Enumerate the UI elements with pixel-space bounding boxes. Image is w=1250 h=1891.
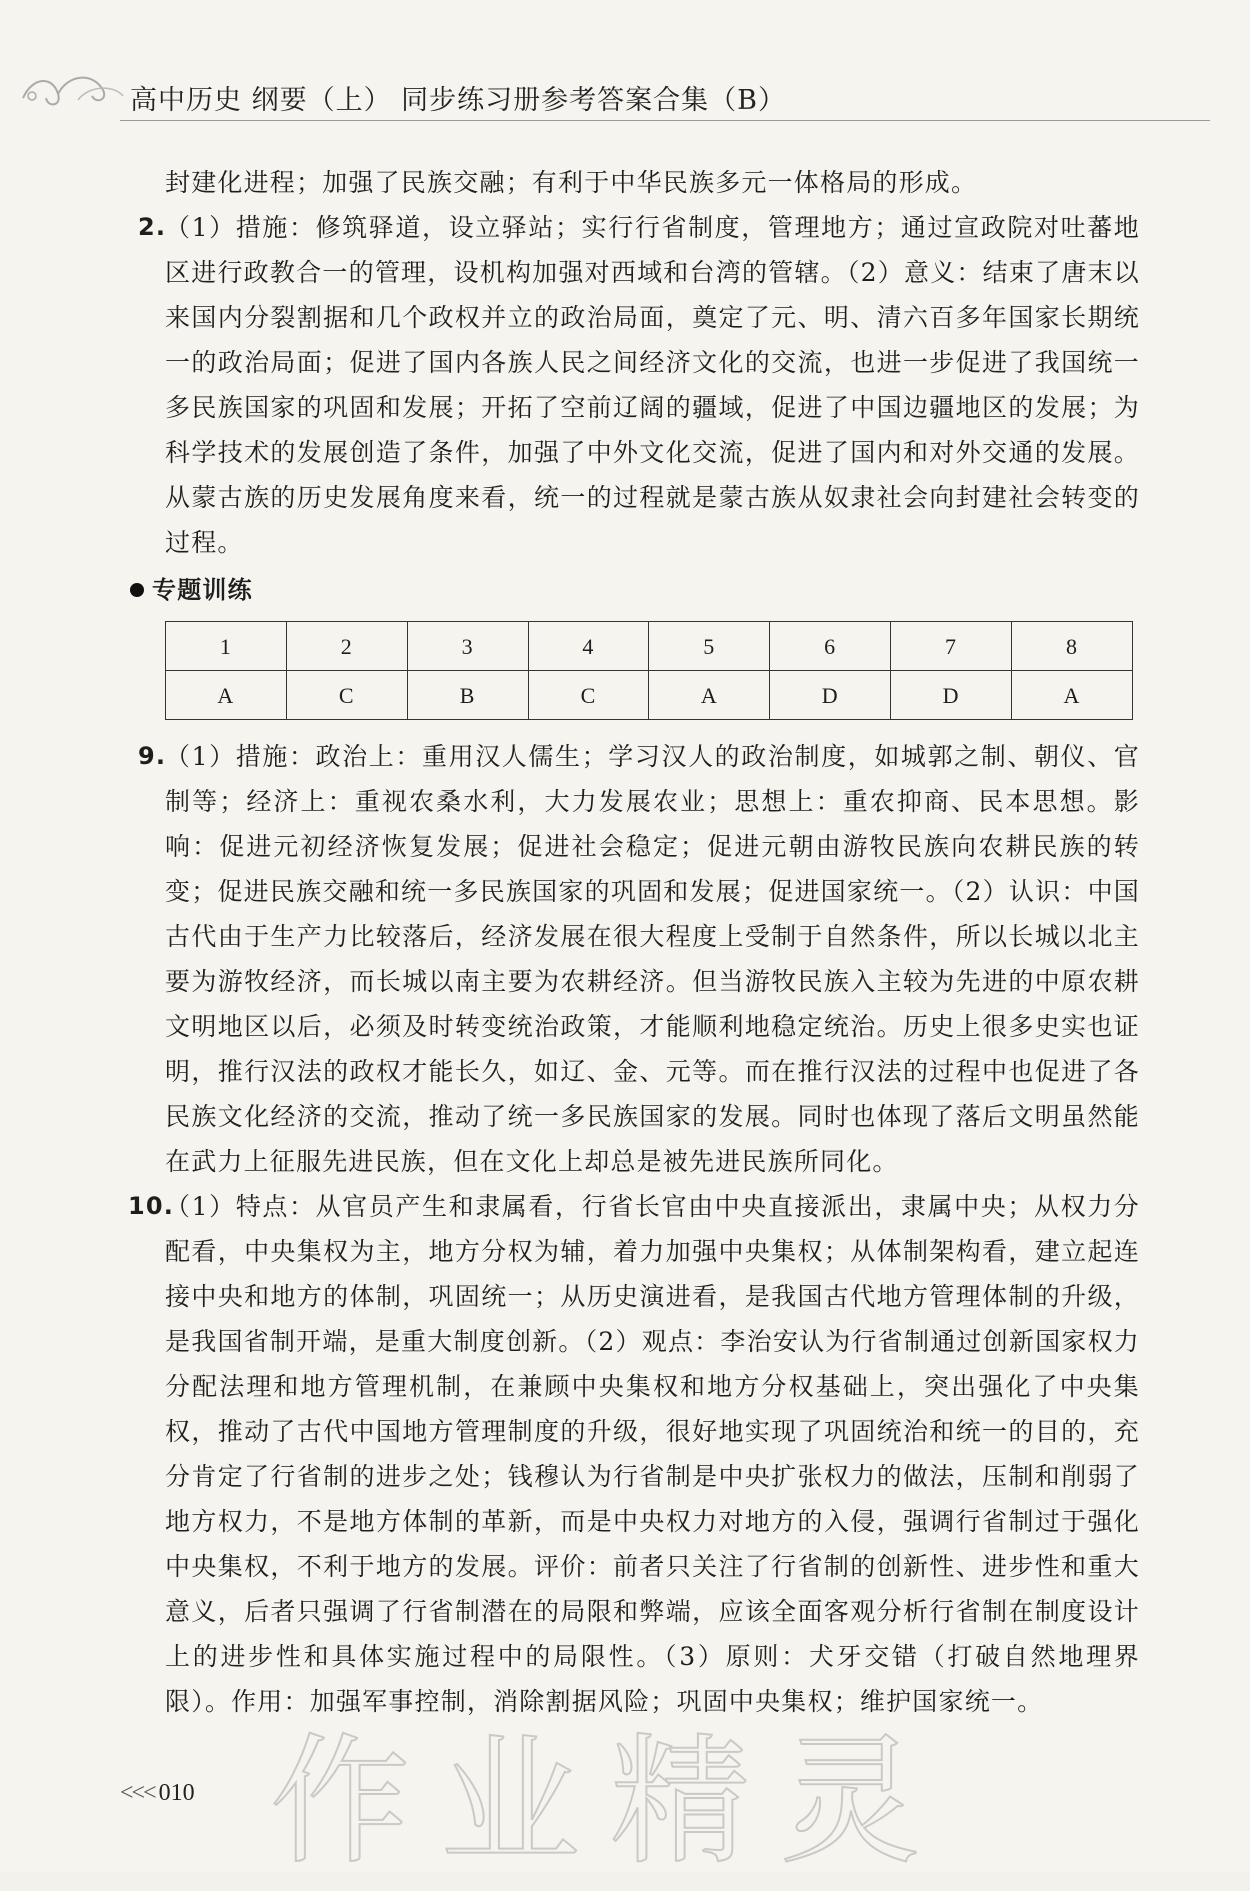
page-header (0, 58, 1250, 130)
bullet-dot-icon (130, 583, 144, 597)
watermark: 作业精灵 (270, 1721, 951, 1884)
question-number: 2. (138, 213, 167, 241)
table-cell: A (649, 671, 770, 720)
question-9 (130, 734, 1140, 1184)
continuation-paragraph: 封建化进程；加强了民族交融；有利于中华民族多元一体格局的形成。 (165, 168, 978, 197)
table-row-answers (166, 671, 1133, 720)
header-divider (120, 120, 1210, 121)
section-title: 专题训练 (152, 575, 253, 604)
header-title: 高中历史 纲要（上） 同步练习册参考答案合集（B） (130, 85, 787, 116)
table-cell: C (286, 671, 407, 720)
table-cell: D (891, 671, 1012, 720)
question-10 (130, 1184, 1140, 1724)
table-cell: A (1012, 671, 1133, 720)
table-row-numbers (166, 622, 1133, 671)
page-footer (120, 1780, 195, 1807)
table-cell: A (166, 671, 287, 720)
answer-content (130, 160, 1140, 1724)
chevrons-left-icon: <<< (120, 1780, 155, 1806)
table-cell: B (407, 671, 528, 720)
table-cell: 3 (407, 622, 528, 671)
answer-table (165, 621, 1133, 720)
table-cell: D (770, 671, 891, 720)
question-text: （1）特点：从官员产生和隶属看，行省长官由中央直接派出，隶属中央；从权力分配看，中央集权为主，地方分权为辅，着力加强中央集权；从体制架构看，建立起连接中央和地方的体制，巩固统一；从历史演进看，是我国古代地方管理体制的升级，是我国省制开端，是重大制度创新。（2）观点：李治安认为行省制通过创新国家权力分配法理和地方管理机制，在兼顾中央集权和地方分权基础上，突出强化了中央集权，推动了古代中国地方管理制度的升级，很好地实现了巩固统治和统一的目的，充分肯定了行省制的进步之处；钱穆认为行省制是中央扩张权力的做法，压制和削弱了地方权力，不是地方体制的革新，而是中央权力对地方的入侵，强调行省制过于强化中央集权，不利于地方的发展。评价：前者只关注了行省制的创新性、进步性和重大意义，后者只强调了行省制潜在的局限和弊端，应该全面客观分析行省制在制度设计上的进步性和具体实施过程中的局限性。（3）原则：犬牙交错（打破自然地理界限）。作用：加强军事控制，消除割据风险；巩固中央集权；维护国家统一。 (165, 1192, 1140, 1716)
question-text: （1）措施：修筑驿道，设立驿站；实行行省制度，管理地方；通过宣政院对吐蕃地区进行政教合一的管理，设机构加强对西域和台湾的管辖。（2）意义：结束了唐末以来国内分裂割据和几个政权并立的政治局面，奠定了元、明、清六百多年国家长期统一的政治局面；促进了国内各族人民之间经济文化的交流，也进一步促进了我国统一多民族国家的巩固和发展；开拓了空前辽阔的疆域，促进了中国边疆地区的发展；为科学技术的发展创造了条件，加强了中外文化交流，促进了国内和对外交通的发展。从蒙古族的历史发展角度来看，统一的过程就是蒙古族从奴隶社会向封建社会转变的过程。 (165, 213, 1140, 557)
table-cell: 7 (891, 622, 1012, 671)
question-2 (130, 205, 1140, 565)
question-number: 10. (128, 1192, 175, 1220)
table-cell: 8 (1012, 622, 1133, 671)
page-number: 010 (158, 1780, 195, 1806)
table-cell: C (528, 671, 649, 720)
question-text: （1）措施：政治上：重用汉人儒生；学习汉人的政治制度，如城郭之制、朝仪、官制等；经济上：重视农桑水利，大力发展农业；思想上：重农抑商、民本思想。影响：促进元初经济恢复发展；促进社会稳定；促进元朝由游牧民族向农耕民族的转变；促进民族交融和统一多民族国家的巩固和发展；促进国家统一。（2）认识：中国古代由于生产力比较落后，经济发展在很大程度上受制于自然条件，所以长城以北主要为游牧经济，而长城以南主要为农耕经济。但当游牧民族入主较为先进的中原农耕文明地区以后，必须及时转变统治政策，才能顺利地稳定统治。历史上很多史实也证明，推行汉法的政权才能长久，如辽、金、元等。而在推行汉法的过程中也促进了各民族文化经济的交流，推动了统一多民族国家的发展。同时也体现了落后文明虽然能在武力上征服先进民族，但在文化上却总是被先进民族所同化。 (165, 742, 1140, 1176)
table-cell: 1 (166, 622, 287, 671)
table-cell: 5 (649, 622, 770, 671)
table-cell: 2 (286, 622, 407, 671)
section-heading (130, 569, 1140, 611)
question-number: 9. (138, 742, 167, 770)
table-cell: 6 (770, 622, 891, 671)
table-cell: 4 (528, 622, 649, 671)
decorative-swirl-icon (18, 66, 128, 116)
